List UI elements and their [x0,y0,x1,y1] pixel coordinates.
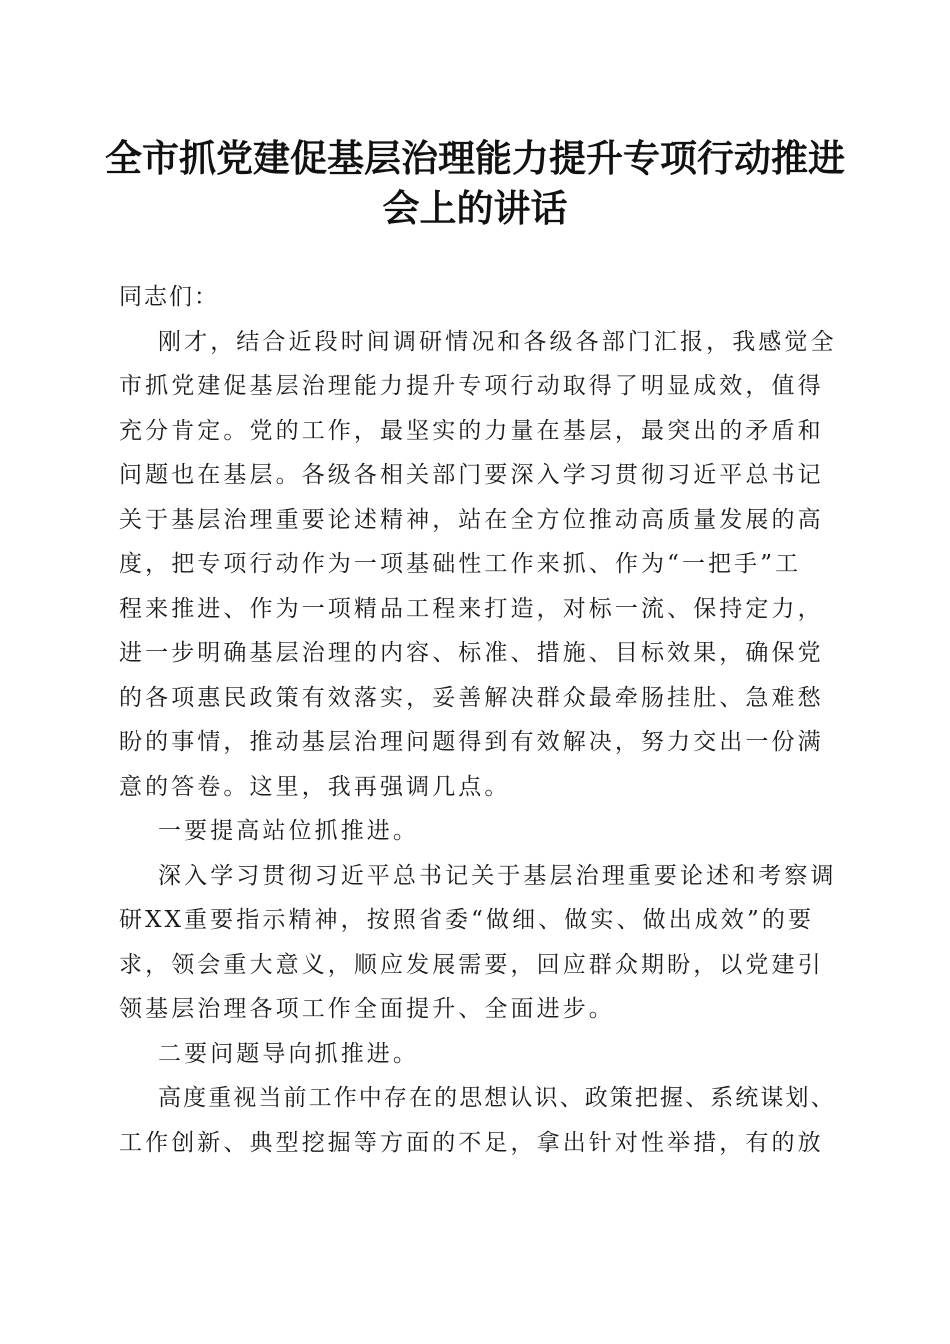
body-line: 关于基层治理重要论述精神，站在全方位推动高质量发展的高 [119,506,824,533]
body-lines [119,320,839,1166]
body-line: 工作创新、典型挖掘等方面的不足，拿出针对性举措，有的放 [119,1129,824,1156]
document-title [100,133,850,233]
body-line: 求，领会重大意义，顺应发展需要，回应群众期盼，以党建引 [119,951,824,978]
title-line-1: 全市抓党建促基层治理能力提升专项行动推进 [105,136,845,180]
body-line: 问题也在基层。各级各相关部门要深入学习贯彻习近平总书记 [119,462,824,488]
body-line: 深入学习贯彻习近平总书记关于基层治理重要论述和考察调 [158,862,837,889]
body-line: 市抓党建促基层治理能力提升专项行动取得了明显成效，值得 [119,373,824,399]
body-line: 程来推进、作为一项精品工程来打造，对标一流、保持定力， [119,595,824,622]
body-line: 高度重视当前工作中存在的思想认识、政策把握、系统谋划、 [158,1085,836,1111]
title-line-2: 会上的讲话 [382,186,568,230]
body-line: 盼的事情，推动基层治理问题得到有效解决，努力交出一份满 [119,729,824,755]
body-line: 充分肯定。党的工作，最坚实的力量在基层，最突出的矛盾和 [119,417,824,444]
greeting: 同志们： [119,284,219,310]
body-line: 的各项惠民政策有效落实，妥善解决群众最牵肠挂肚、急难愁 [119,684,824,711]
body-line: 意的答卷。这里，我再强调几点。 [119,773,511,800]
body-line: 研XX重要指示精神，按照省委“做细、做实、做出成效”的要 [119,907,815,933]
body-line: 领基层治理各项工作全面提升、全面进步。 [119,996,615,1022]
body-line: 度，把专项行动作为一项基础性工作来抓、作为“一把手”工 [119,551,802,577]
document-body [119,275,839,1165]
body-line: 进一步明确基层治理的内容、标准、措施、目标效果，确保党 [119,640,824,666]
body-line: 二要问题导向抓推进。 [158,1040,419,1067]
body-line: 刚才，结合近段时间调研情况和各级各部门汇报，我感觉全 [158,328,837,355]
body-line: 一要提高站位抓推进。 [158,818,419,844]
